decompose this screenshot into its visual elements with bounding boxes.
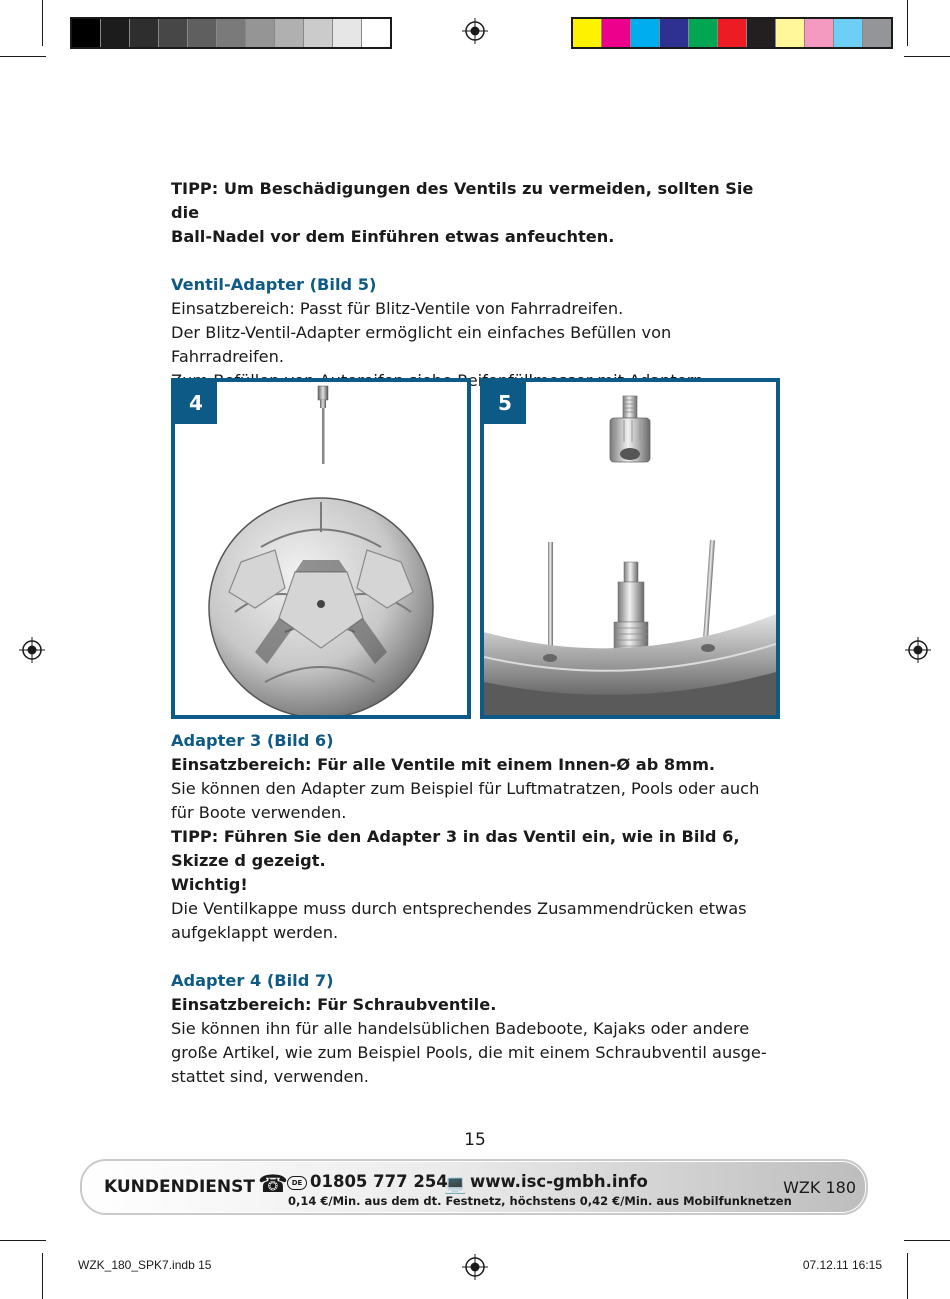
figure-4 <box>171 378 471 719</box>
phone-icon: ☎ <box>258 1170 288 1198</box>
crop-mark <box>907 0 908 46</box>
color-swatch <box>747 19 776 47</box>
crop-mark <box>907 1253 908 1299</box>
body-text: Einsatzbereich: Passt für Blitz-Ventile von Fahrradreifen. <box>171 299 624 318</box>
gray-swatch <box>362 19 390 47</box>
price-info: 0,14 €/Min. aus dem dt. Festnetz, höchstens 0,42 €/Min. aus Mobilfunknetzen <box>288 1194 792 1208</box>
color-swatch <box>660 19 689 47</box>
laptop-icon: 💻 <box>444 1174 467 1195</box>
figure-number: 4 <box>175 382 217 424</box>
model-label: WZK 180 <box>783 1178 856 1197</box>
tip-text: TIPP: Um Beschädigungen des Ventils zu vermeiden, sollten Sie die <box>171 179 754 222</box>
color-swatch <box>834 19 863 47</box>
page-number: 15 <box>464 1130 486 1150</box>
gray-swatch <box>72 19 101 47</box>
grayscale-color-bar <box>70 17 392 49</box>
crop-mark <box>0 56 46 57</box>
usage-text: Einsatzbereich: Für Schraubventile. <box>171 995 497 1014</box>
ball-needle-illustration <box>175 382 467 715</box>
section-heading-adapter-4: Adapter 4 (Bild 7) <box>171 971 334 990</box>
figure-number: 5 <box>484 382 526 424</box>
crop-mark <box>42 1253 43 1299</box>
color-swatch <box>805 19 834 47</box>
color-swatch <box>863 19 891 47</box>
gray-swatch <box>304 19 333 47</box>
lower-text-block <box>171 729 781 1089</box>
crop-mark <box>0 1240 46 1241</box>
crop-mark <box>42 0 43 46</box>
process-color-bar <box>571 17 893 49</box>
usage-text: Einsatzbereich: Für alle Ventile mit einem Innen-Ø ab 8mm. <box>171 755 716 774</box>
body-text: große Artikel, wie zum Beispiel Pools, die mit einem Schraubventil ausge- <box>171 1043 767 1062</box>
upper-text-block <box>171 177 781 393</box>
gray-swatch <box>246 19 275 47</box>
website-link[interactable]: www.isc-gmbh.info <box>470 1172 648 1191</box>
kundendienst-label: KUNDENDIENST <box>104 1177 255 1197</box>
gray-swatch <box>333 19 362 47</box>
body-text: Der Blitz-Ventil-Adapter ermöglicht ein einfaches Befüllen von <box>171 323 672 342</box>
body-text: Sie können den Adapter zum Beispiel für Luftmatratzen, Pools oder auch <box>171 779 760 798</box>
body-text: stattet sind, verwenden. <box>171 1067 369 1086</box>
color-swatch <box>602 19 631 47</box>
section-heading-adapter-3: Adapter 3 (Bild 6) <box>171 731 334 750</box>
figure-5 <box>480 378 780 719</box>
tip-text: Skizze d gezeigt. <box>171 851 326 870</box>
section-heading-ventil-adapter: Ventil-Adapter (Bild 5) <box>171 275 377 294</box>
registration-mark-icon <box>19 637 45 663</box>
crop-mark <box>904 56 950 57</box>
country-badge: DE <box>287 1176 307 1190</box>
color-swatch <box>776 19 805 47</box>
crop-mark <box>904 1240 950 1241</box>
body-text: Sie können ihn für alle handelsüblichen Badeboote, Kajaks oder andere <box>171 1019 750 1038</box>
date-slug: 07.12.11 16:15 <box>802 1258 882 1272</box>
important-label: Wichtig! <box>171 875 248 894</box>
body-text: Die Ventilkappe muss durch entsprechendes Zusammendrücken etwas <box>171 899 747 918</box>
gray-swatch <box>275 19 304 47</box>
body-text: Fahrradreifen. <box>171 347 285 366</box>
phone-number: 01805 777 254 <box>310 1172 448 1191</box>
color-swatch <box>631 19 660 47</box>
color-swatch <box>718 19 747 47</box>
registration-mark-icon <box>462 18 488 44</box>
gray-swatch <box>159 19 188 47</box>
valve-adapter-rim-illustration <box>484 382 776 715</box>
customer-service-bar <box>80 1159 868 1215</box>
color-swatch <box>573 19 602 47</box>
gray-swatch <box>217 19 246 47</box>
body-text: aufgeklappt werden. <box>171 923 339 942</box>
color-swatch <box>689 19 718 47</box>
body-text: für Boote verwenden. <box>171 803 347 822</box>
tip-text: TIPP: Führen Sie den Adapter 3 in das Ventil ein, wie in Bild 6, <box>171 827 740 846</box>
registration-mark-icon <box>462 1254 488 1280</box>
gray-swatch <box>188 19 217 47</box>
registration-mark-icon <box>905 637 931 663</box>
gray-swatch <box>101 19 130 47</box>
gray-swatch <box>130 19 159 47</box>
tip-text: Ball-Nadel vor dem Einführen etwas anfeuchten. <box>171 227 615 246</box>
file-slug: WZK_180_SPK7.indb 15 <box>78 1258 212 1272</box>
